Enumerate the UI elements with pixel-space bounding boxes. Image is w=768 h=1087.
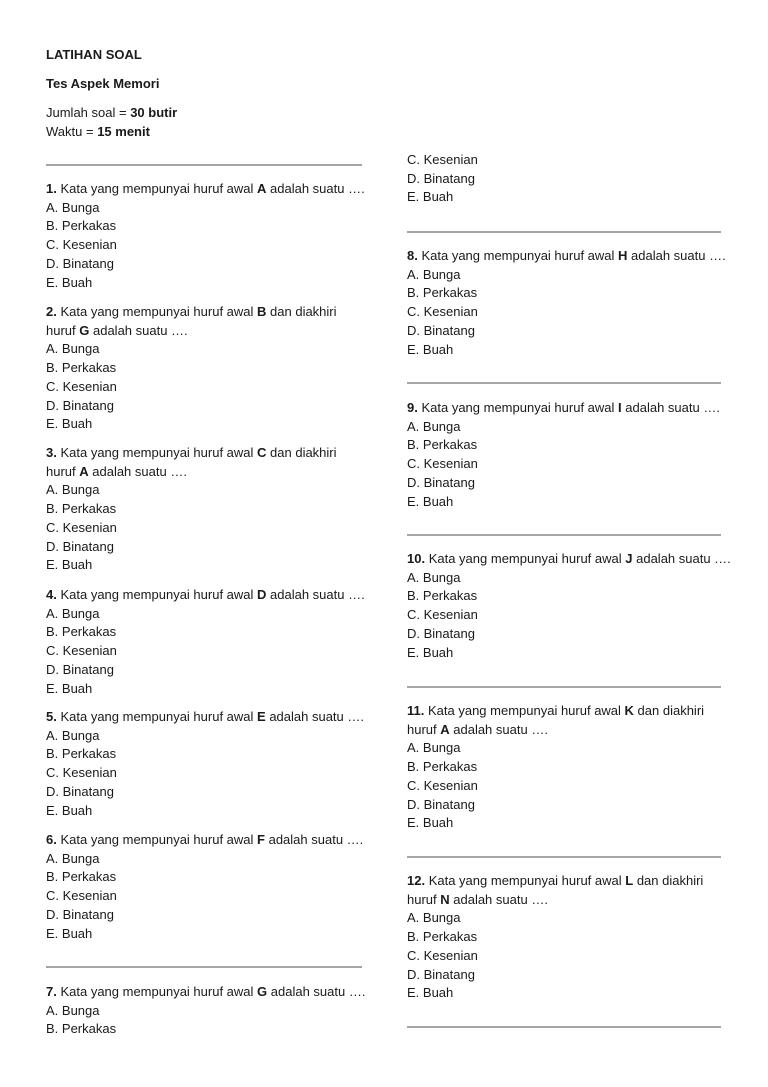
key-letter: J [625, 551, 633, 566]
time-limit-label: Waktu = [46, 124, 98, 139]
doc-title: LATIHAN SOAL [46, 47, 142, 62]
question-text: Kata yang mempunyai huruf awal [60, 445, 258, 460]
answer-option[interactable]: E. Buah [46, 680, 93, 696]
answer-option[interactable]: B. Perkakas [46, 501, 117, 517]
answer-option[interactable]: B. Perkakas [46, 218, 117, 234]
answer-option[interactable]: A. Bunga [407, 740, 461, 756]
answer-option[interactable]: C. Kesenian [46, 765, 117, 781]
answer-option[interactable]: B. Perkakas [46, 1021, 117, 1037]
question-number: 2. [46, 304, 57, 319]
question-text-line [46, 303, 337, 321]
question-number: 5. [46, 709, 57, 724]
question-text: huruf [46, 322, 80, 338]
answer-option[interactable]: D. Binatang [46, 255, 114, 271]
answer-option[interactable]: A. Bunga [46, 199, 100, 215]
answer-option[interactable]: D. Binatang [407, 966, 475, 982]
question-text: huruf [407, 891, 441, 907]
question-count-value: 30 butir [130, 105, 178, 120]
question-number: 11. [407, 703, 425, 718]
question-text: adalah suatu …. [449, 891, 548, 907]
key-letter: B [257, 304, 267, 319]
question-text: adalah suatu …. [632, 551, 731, 566]
answer-option[interactable]: B. Perkakas [46, 624, 117, 640]
answer-option[interactable]: D. Binatang [46, 661, 114, 677]
question-number: 4. [46, 587, 57, 602]
divider [407, 856, 721, 858]
answer-option[interactable]: A. Bunga [46, 850, 100, 866]
answer-option[interactable]: E. Buah [407, 493, 454, 509]
question-text: Kata yang mempunyai huruf awal [60, 984, 258, 999]
question-text: adalah suatu …. [89, 322, 188, 338]
answer-option[interactable]: C. Kesenian [407, 607, 478, 623]
question-number: 12. [407, 873, 426, 888]
question-text: Kata yang mempunyai huruf awal [60, 181, 258, 196]
answer-option[interactable]: B. Perkakas [407, 437, 478, 453]
answer-option[interactable]: E. Buah [407, 644, 454, 660]
question-text-line [46, 444, 337, 462]
answer-option[interactable]: D. Binatang [407, 322, 475, 338]
key-letter: F [257, 832, 265, 847]
key-letter: G [257, 984, 268, 999]
question-text: Kata yang mempunyai huruf awal [421, 248, 619, 263]
answer-option[interactable]: C. Kesenian [46, 237, 117, 253]
answer-option[interactable]: A. Bunga [46, 482, 100, 498]
key-letter: E [257, 709, 266, 724]
question-text: adalah suatu …. [449, 721, 548, 737]
key-letter: A [79, 463, 89, 479]
question-text: adalah suatu …. [267, 984, 366, 999]
answer-option[interactable]: B. Perkakas [407, 588, 478, 604]
question-count-label: Jumlah soal = [46, 105, 131, 120]
divider [46, 966, 362, 968]
divider [407, 231, 721, 233]
question-text: dan diakhiri [266, 445, 337, 460]
time-limit [46, 123, 150, 141]
question-text: adalah suatu …. [88, 463, 187, 479]
question-number: 1. [46, 181, 57, 196]
key-letter: H [618, 248, 628, 263]
question-text-line [407, 872, 703, 890]
question-text: Kata yang mempunyai huruf awal [421, 400, 619, 415]
key-letter: L [625, 873, 634, 888]
answer-option[interactable]: B. Perkakas [407, 929, 478, 945]
answer-option[interactable]: A. Bunga [46, 341, 100, 357]
answer-option[interactable]: E. Buah [46, 416, 93, 432]
answer-option[interactable]: A. Bunga [407, 569, 461, 585]
question-number: 3. [46, 445, 57, 460]
answer-option[interactable]: D. Binatang [407, 796, 475, 812]
answer-option[interactable]: C. Kesenian [46, 888, 117, 904]
answer-option[interactable]: A. Bunga [46, 1002, 100, 1018]
answer-option[interactable]: B. Perkakas [46, 869, 117, 885]
answer-option[interactable]: C. Kesenian [407, 456, 478, 472]
key-letter: C [257, 445, 267, 460]
question-text-line [407, 399, 720, 417]
question-text-line [46, 708, 364, 726]
answer-option[interactable]: E. Buah [46, 557, 93, 573]
answer-option[interactable]: D. Binatang [46, 538, 114, 554]
answer-option[interactable]: C. Kesenian [407, 777, 478, 793]
divider [407, 534, 721, 536]
answer-option[interactable]: E. Buah [407, 985, 454, 1001]
answer-option[interactable]: D. Binatang [407, 170, 475, 186]
key-letter: K [624, 703, 634, 718]
question-text: adalah suatu …. [627, 248, 726, 263]
answer-option[interactable]: E. Buah [407, 189, 454, 205]
question-number: 7. [46, 984, 57, 999]
answer-option[interactable]: D. Binatang [46, 906, 114, 922]
question-text-line [407, 550, 731, 568]
divider [46, 164, 362, 166]
question-text: Kata yang mempunyai huruf awal [428, 551, 626, 566]
key-letter: G [79, 322, 90, 338]
question-text: Kata yang mempunyai huruf awal [427, 703, 625, 718]
question-text: huruf [407, 721, 441, 737]
question-number: 9. [407, 400, 418, 415]
divider [407, 686, 721, 688]
question-text: Kata yang mempunyai huruf awal [60, 304, 258, 319]
answer-option[interactable]: A. Bunga [46, 605, 100, 621]
question-text-line [46, 322, 188, 340]
question-text: adalah suatu …. [265, 709, 364, 724]
question-text: dan diakhiri [633, 873, 704, 888]
answer-option[interactable]: B. Perkakas [407, 759, 478, 775]
key-letter: A [257, 181, 267, 196]
time-limit-value: 15 menit [97, 124, 150, 139]
answer-option[interactable]: C. Kesenian [46, 519, 117, 535]
question-text: Kata yang mempunyai huruf awal [60, 709, 258, 724]
answer-option[interactable]: C. Kesenian [46, 378, 117, 394]
question-text: adalah suatu …. [264, 832, 364, 847]
answer-option[interactable]: A. Bunga [407, 418, 461, 434]
answer-option[interactable]: B. Perkakas [46, 746, 117, 762]
question-text: adalah suatu …. [621, 400, 720, 415]
question-text: huruf [46, 463, 80, 479]
answer-option[interactable]: E. Buah [46, 274, 93, 290]
question-text-line [46, 983, 365, 1001]
answer-option[interactable]: D. Binatang [46, 397, 114, 413]
question-text-line [407, 247, 726, 265]
question-text: adalah suatu …. [266, 181, 365, 196]
answer-option[interactable]: B. Perkakas [46, 360, 117, 376]
answer-option[interactable]: C. Kesenian [407, 947, 478, 963]
question-text-line [407, 891, 548, 909]
question-text: adalah suatu …. [266, 587, 365, 602]
answer-option[interactable]: C. Kesenian [46, 643, 117, 659]
question-text: Kata yang mempunyai huruf awal [428, 873, 626, 888]
question-number: 8. [407, 248, 418, 263]
answer-option[interactable]: D. Binatang [407, 625, 475, 641]
answer-option[interactable]: A. Bunga [46, 727, 100, 743]
divider [407, 1026, 721, 1028]
question-text: dan diakhiri [266, 304, 337, 319]
divider [407, 382, 721, 384]
answer-option[interactable]: D. Binatang [407, 474, 475, 490]
question-count [46, 104, 177, 122]
question-number: 10. [407, 551, 426, 566]
question-text: dan diakhiri [633, 703, 705, 718]
question-text-line [46, 180, 365, 198]
question-number: 6. [46, 832, 57, 847]
answer-option[interactable]: C. Kesenian [407, 152, 478, 167]
answer-option[interactable]: A. Bunga [407, 910, 461, 926]
question-text: Kata yang mempunyai huruf awal [60, 832, 258, 847]
question-text-line [46, 463, 187, 481]
question-text-line [46, 586, 365, 604]
key-letter: N [440, 891, 450, 907]
answer-option[interactable]: D. Binatang [46, 783, 114, 799]
answer-option[interactable]: A. Bunga [407, 266, 461, 282]
answer-option[interactable]: E. Buah [46, 925, 93, 941]
answer-option[interactable]: C. Kesenian [407, 304, 478, 320]
answer-option[interactable]: E. Buah [407, 341, 454, 357]
question-text: Kata yang mempunyai huruf awal [60, 587, 258, 602]
doc-subtitle: Tes Aspek Memori [46, 76, 160, 91]
question-text-line [407, 721, 548, 739]
key-letter: D [257, 587, 267, 602]
question-text-line [46, 831, 363, 849]
key-letter: I [618, 400, 622, 415]
question-text-line [407, 702, 704, 720]
key-letter: A [440, 721, 450, 737]
answer-option[interactable]: E. Buah [46, 802, 93, 818]
answer-option[interactable]: E. Buah [407, 815, 454, 831]
answer-option[interactable]: B. Perkakas [407, 285, 478, 301]
